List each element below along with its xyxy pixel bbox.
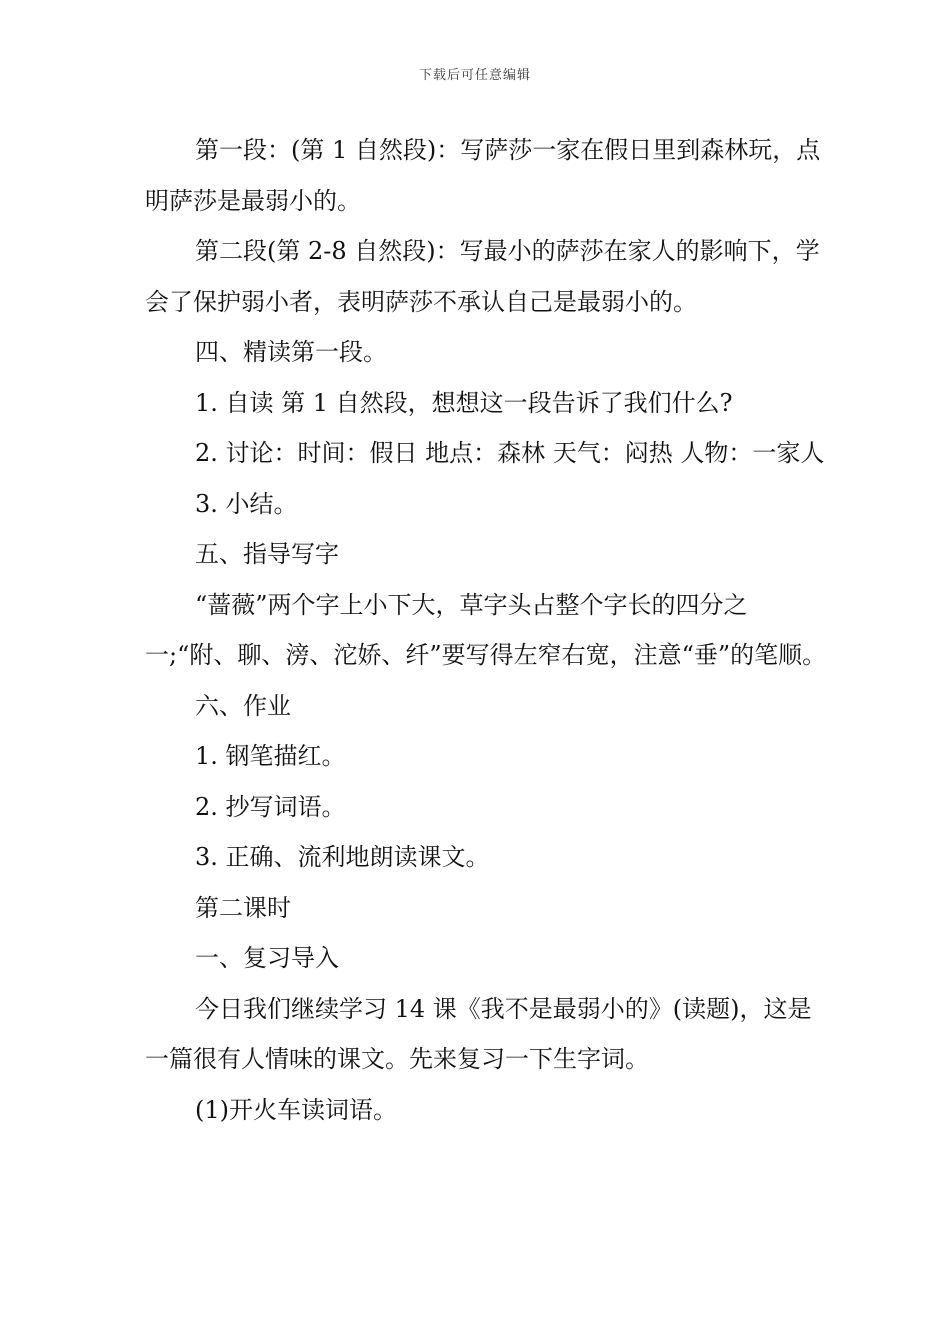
heading-close-reading: 四、精读第一段。	[195, 338, 387, 366]
paragraph-section-one: 第一段：(第 1 自然段)：写萨莎一家在假日里到森林玩，点明萨莎是最弱小的。	[145, 136, 821, 215]
heading-review-intro: 一、复习导入	[195, 944, 339, 972]
list-item-discussion: 2. 讨论：时间：假日 地点：森林 天气：闷热 人物：一家人	[195, 439, 825, 467]
list-item-homework-3: 3. 正确、流利地朗读课文。	[195, 843, 490, 871]
heading-second-lesson: 第二课时	[195, 893, 291, 922]
heading-homework: 六、作业	[195, 691, 291, 720]
paragraph-section-two: 第二段(第 2-8 自然段)：写最小的萨莎在家人的影响下，学会了保护弱小者，表明萨莎不承认自己是最弱小的。	[145, 237, 820, 316]
list-item-self-read: 1. 自读 第 1 自然段，想想这一段告诉了我们什么?	[195, 388, 733, 417]
heading-writing-guidance: 五、指导写字	[195, 540, 339, 568]
list-item-word-reading: (1)开火车读词语。	[195, 1095, 397, 1124]
paragraph-writing-notes: “蔷薇”两个字上小下大，草字头占整个字长的四分之一;“附、聊、滂、沱娇、纤”要写得左窄右宽，注意“垂”的笔顺。	[145, 590, 827, 669]
page-header: 下载后可任意编辑	[418, 68, 531, 83]
list-item-homework-1: 1. 钢笔描红。	[195, 742, 346, 770]
list-item-summary: 3. 小结。	[195, 489, 298, 518]
paragraph-review: 今日我们继续学习 14 课《我不是最弱小的》(读题)，这是一篇很有人情味的课文。先来复习一下生字词。	[145, 994, 812, 1073]
document-body	[145, 125, 835, 1135]
list-item-homework-2: 2. 抄写词语。	[195, 792, 346, 821]
